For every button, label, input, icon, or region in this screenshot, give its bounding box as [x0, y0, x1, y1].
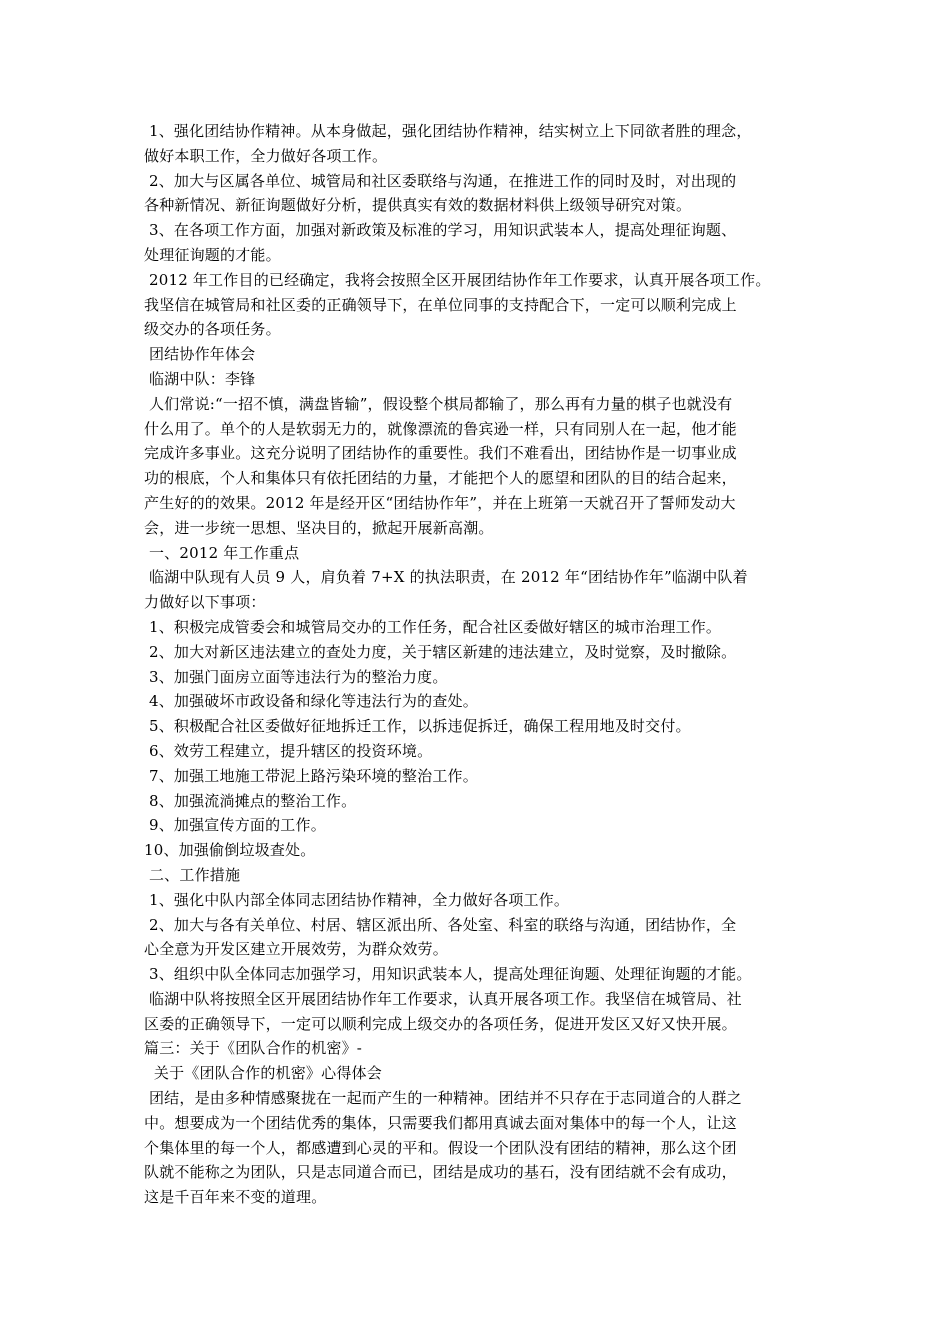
text-line: 临湖中队现有人员 9 人，肩负着 7+X 的执法职责，在 2012 年“团结协作年”临湖中队着	[144, 568, 748, 587]
text-line: 队就不能称之为团队，只是志同道合而已，团结是成功的基石，没有团结就不会有成功，	[144, 1163, 737, 1182]
list-item: 5、积极配合社区委做好征地拆迁工作，以拆违促拆迁，确保工程用地及时交付。	[144, 717, 691, 736]
section-heading: 关于《团队合作的机密》心得体会	[144, 1064, 382, 1083]
text-line: 个集体里的每一个人，都感遭到心灵的平和。假设一个团队没有团结的精神，那么这个团	[144, 1138, 737, 1157]
list-item: 10、加强偷倒垃圾查处。	[144, 841, 316, 860]
chapter-heading: 篇三：关于《团队合作的机密》-	[144, 1039, 363, 1058]
list-item: 3、组织中队全体同志加强学习，用知识武装本人，提高处理征询题、处理征询题的才能。	[144, 965, 752, 984]
list-item: 1、积极完成管委会和城管局交办的工作任务，配合社区委做好辖区的城市治理工作。	[144, 617, 722, 636]
text-line: 我坚信在城管局和社区委的正确领导下，在单位同事的支持配合下，一定可以顺利完成上	[144, 295, 737, 314]
text-line: 做好本职工作，全力做好各项工作。	[144, 146, 388, 165]
text-line: 力做好以下事项：	[144, 593, 266, 612]
list-item: 8、加强流淌摊点的整治工作。	[144, 791, 357, 810]
text-line: 这是千百年来不变的道理。	[144, 1188, 327, 1207]
section-heading: 团结协作年体会	[144, 345, 256, 364]
list-item: 2、加大对新区违法建立的查处力度，关于辖区新建的违法建立，及时觉察，及时撤除。	[144, 642, 737, 661]
text-line: 各种新情况、新征询题做好分析，提供真实有效的数据材料供上级领导研究对策。	[144, 196, 692, 215]
text-line: 中。想要成为一个团结优秀的集体，只需要我们都用真诚去面对集体中的每一个人，让这	[144, 1113, 737, 1132]
list-item: 6、效劳工程建立，提升辖区的投资环境。	[144, 741, 433, 760]
text-line: 3、在各项工作方面，加强对新政策及标准的学习，用知识武装本人，提高处理征询题、	[144, 221, 737, 240]
text-line: 区委的正确领导下，一定可以顺利完成上级交办的各项任务，促进开发区又好又快开展。	[144, 1014, 737, 1033]
list-item: 3、加强门面房立面等违法行为的整治力度。	[144, 667, 448, 686]
text-line: 什么用了。单个的人是软弱无力的，就像漂流的鲁宾逊一样，只有同别人在一起，他才能	[144, 419, 737, 438]
document-body	[144, 119, 816, 1210]
text-line: 会，进一步统一思想、坚决目的，掀起开展新高潮。	[144, 518, 494, 537]
text-line: 团结，是由多种情感聚拢在一起而产生的一种精神。团结并不只存在于志同道合的人群之	[144, 1089, 742, 1108]
list-item: 2、加大与各有关单位、村居、辖区派出所、各处室、科室的联络与沟通，团结协作，全	[144, 915, 737, 934]
text-line: 1、强化团结协作精神。从本身做起，强化团结协作精神，结实树立上下同欲者胜的理念，	[144, 122, 752, 140]
text-line: 级交办的各项任务。	[144, 320, 281, 339]
text-line: 2012 年工作目的已经确定，我将会按照全区开展团结协作年工作要求，认真开展各项工作。	[144, 270, 771, 289]
section-heading: 二、工作措施	[144, 865, 241, 884]
text-line: 2、加大与区属各单位、城管局和社区委联络与沟通，在推进工作的同时及时，对出现的	[144, 171, 737, 190]
text-line: 功的根底，个人和集体只有依托团结的力量，才能把个人的愿望和团队的目的结合起来，	[144, 469, 737, 488]
list-item: 1、强化中队内部全体同志团结协作精神，全力做好各项工作。	[144, 890, 570, 909]
list-item: 7、加强工地施工带泥上路污染环境的整治工作。	[144, 766, 478, 785]
text-line: 处理征询题的才能。	[144, 245, 281, 264]
text-line: 临湖中队将按照全区开展团结协作年工作要求，认真开展各项工作。我坚信在城管局、社	[144, 989, 742, 1008]
list-item: 4、加强破坏市政设备和绿化等违法行为的查处。	[144, 692, 478, 711]
author-line: 临湖中队：李锋	[144, 369, 256, 388]
text-line: 完成许多事业。这充分说明了团结协作的重要性。我们不难看出，团结协作是一切事业成	[144, 444, 737, 463]
text-line: 心全意为开发区建立开展效劳，为群众效劳。	[144, 940, 449, 959]
text-line: 产生好的的效果。2012 年是经开区“团结协作年”，并在上班第一天就召开了誓师发动大	[144, 493, 736, 512]
list-item: 9、加强宣传方面的工作。	[144, 816, 326, 835]
text-line: 人们常说:“一招不慎，满盘皆输”，假设整个棋局都输了，那么再有力量的棋子也就没有	[144, 394, 733, 413]
section-heading: 一、2012 年工作重点	[144, 543, 300, 562]
